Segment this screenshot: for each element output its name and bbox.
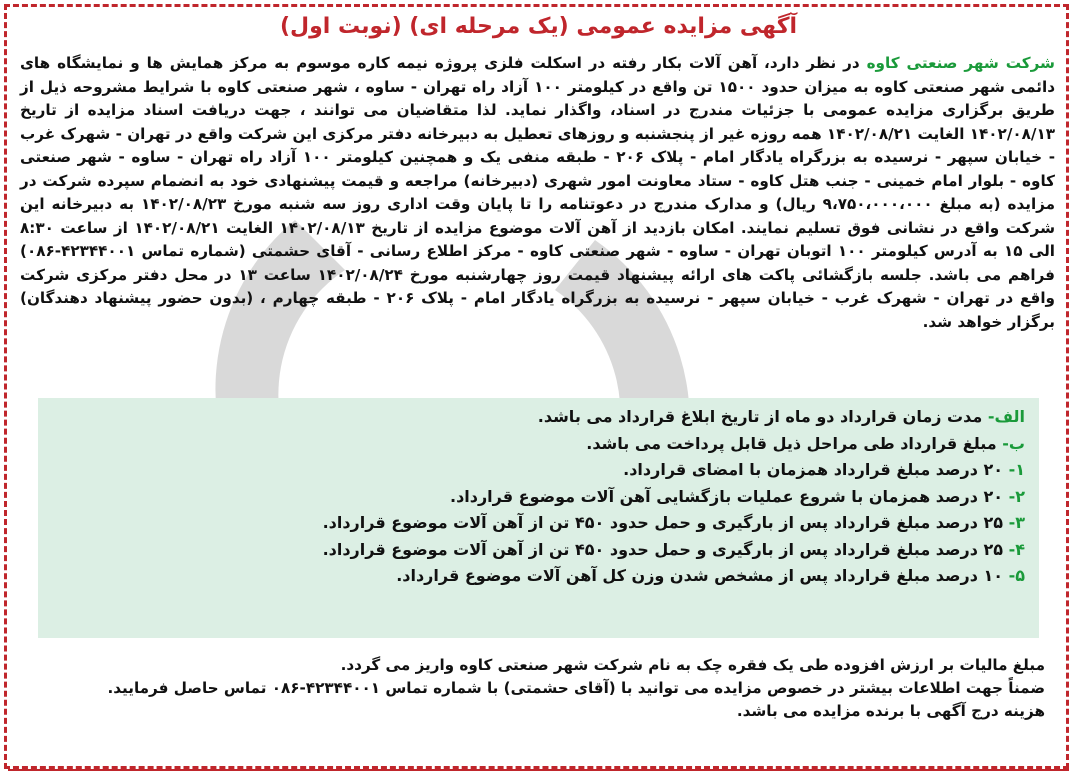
term-item: ۱- ۲۰ درصد مبلغ قرارداد همزمان با امضای قرارداد. — [623, 460, 1025, 479]
footer-line: هزینه درج آگهی با برنده مزایده می باشد. — [736, 702, 1045, 720]
term-item: ۴- ۲۵ درصد مبلغ قرارداد پس از بارگیری و حمل حدود ۴۵۰ تن از آهن آلات موضوع قرارداد. — [322, 539, 1025, 559]
ad-title: آگهی مزایده عمومی (یک مرحله ای) (نوبت اول) — [279, 14, 798, 39]
company-name: شرکت شهر صنعتی کاوه — [866, 54, 1055, 72]
footer-line: مبلغ مالیات بر ارزش افزوده طی یک فقره چک به نام شرکت شهر صنعتی کاوه واریز می گردد. — [340, 656, 1045, 674]
term-item: ۵- ۱۰ درصد مبلغ قرارداد پس از مشخص شدن وزن کل آهن آلات موضوع قرارداد. — [396, 566, 1025, 585]
term-item: ب- مبلغ قرارداد طی مراحل ذیل قابل پرداخت می باشد. — [586, 433, 1025, 453]
body-paragraph: در نظر دارد، آهن آلات بکار رفته در اسکلت فلزی پروژه نیمه کاره موسوم به مرکز همایش ها و نمایشگاه های دائمی شهر صنعتی کاوه به میزان حدود ۱۵۰۰ تن واقع در کیلومتر ۱۰۰ آزاد راه تهران - ساوه ، شهر صنعتی کاوه با شرایط مشروحه ذیل از طریق برگزاری مزایده عمومی با جزئیات مندرج در اسناد، واگذار نماید. لذا متقاضیان می توانند ، جهت دریافت اسناد مزایده از تاریخ ۱۴۰۲/۰۸/۱۳ الغایت ۱۴۰۲/۰۸/۲۱ همه روزه غیر از پنجشنبه و روزهای تعطیل به دبیرخانه دفتر مرکزی این شرکت واقع در تهران - شهرک غرب - خیابان سپهر - نرسیده به بزرگراه یادگار امام - پلاک ۲۰۶ - طبقه منفی یک و همچنین کیلومتر ۱۰۰ آزاد راه تهران - ساوه - شهر صنعتی کاوه - بلوار امام خمینی - جنب هتل کاوه - ستاد معاونت امور شهری (دبیرخانه) مراجعه و قیمت پیشنهادی خود به انضمام سپرده شرکت در مزایده (به مبلغ ۹،۷۵۰،۰۰۰،۰۰۰ ریال) و مدارک مندرج در دعوتنامه را تا پایان وقت اداری روز سه شنبه مورخ ۱۴۰۲/۰۸/۲۳ به دبیرخانه این شرکت واقع در نشانی فوق تسلیم نمایند. امکان بازدید از آهن آلات موضوع مزایده از تاریخ ۱۴۰۲/۰۸/۱۳ الغایت ۱۴۰۲/۰۸/۲۱ از ساعت ۸:۳۰ الی ۱۵ به آدرس کیلومتر ۱۰۰ اتوبان تهران - ساوه - شهر صنعتی کاوه - مرکز اطلاع رسانی - آقای حشمتی (شماره تماس ۴۲۳۴۴۰۰۱-۰۸۶) فراهم می باشد. جلسه بازگشائی پاکت های ارائه پیشنهاد قیمت روز چهارشنبه مورخ ۱۴۰۲/۰۸/۲۴ ساعت ۱۳ در محل دفتر مرکزی شرکت واقع در تهران - شهرک غرب - خیابان سپهر - نرسیده به بزرگراه یادگار امام - پلاک ۲۰۶ - طبقه چهارم ، (بدون حضور پیشنهاد دهندگان) برگزار خواهد شد. — [20, 54, 1056, 331]
term-item: ۳- ۲۵ درصد مبلغ قرارداد پس از بارگیری و حمل حدود ۴۵۰ تن از آهن آلات موضوع قرارداد. — [322, 513, 1025, 532]
term-item: الف- مدت زمان قرارداد دو ماه از تاریخ ابلاغ قرارداد می باشد. — [537, 407, 1025, 426]
footer-line: ضمناً جهت اطلاعات بیشتر در خصوص مزایده می توانید با (آقای حشمتی) با شماره تماس ۴۲۳۴۴۰۰۱-۰۸۶ تماس حاصل فرمایید. — [107, 679, 1045, 697]
ad-body — [20, 52, 1055, 334]
terms-box — [38, 398, 1039, 638]
bottom-rule — [8, 769, 1069, 771]
ad-footer — [60, 654, 1045, 723]
term-item: ۲- ۲۰ درصد همزمان با شروع عملیات بازگشایی آهن آلات موضوع قرارداد. — [449, 486, 1025, 506]
